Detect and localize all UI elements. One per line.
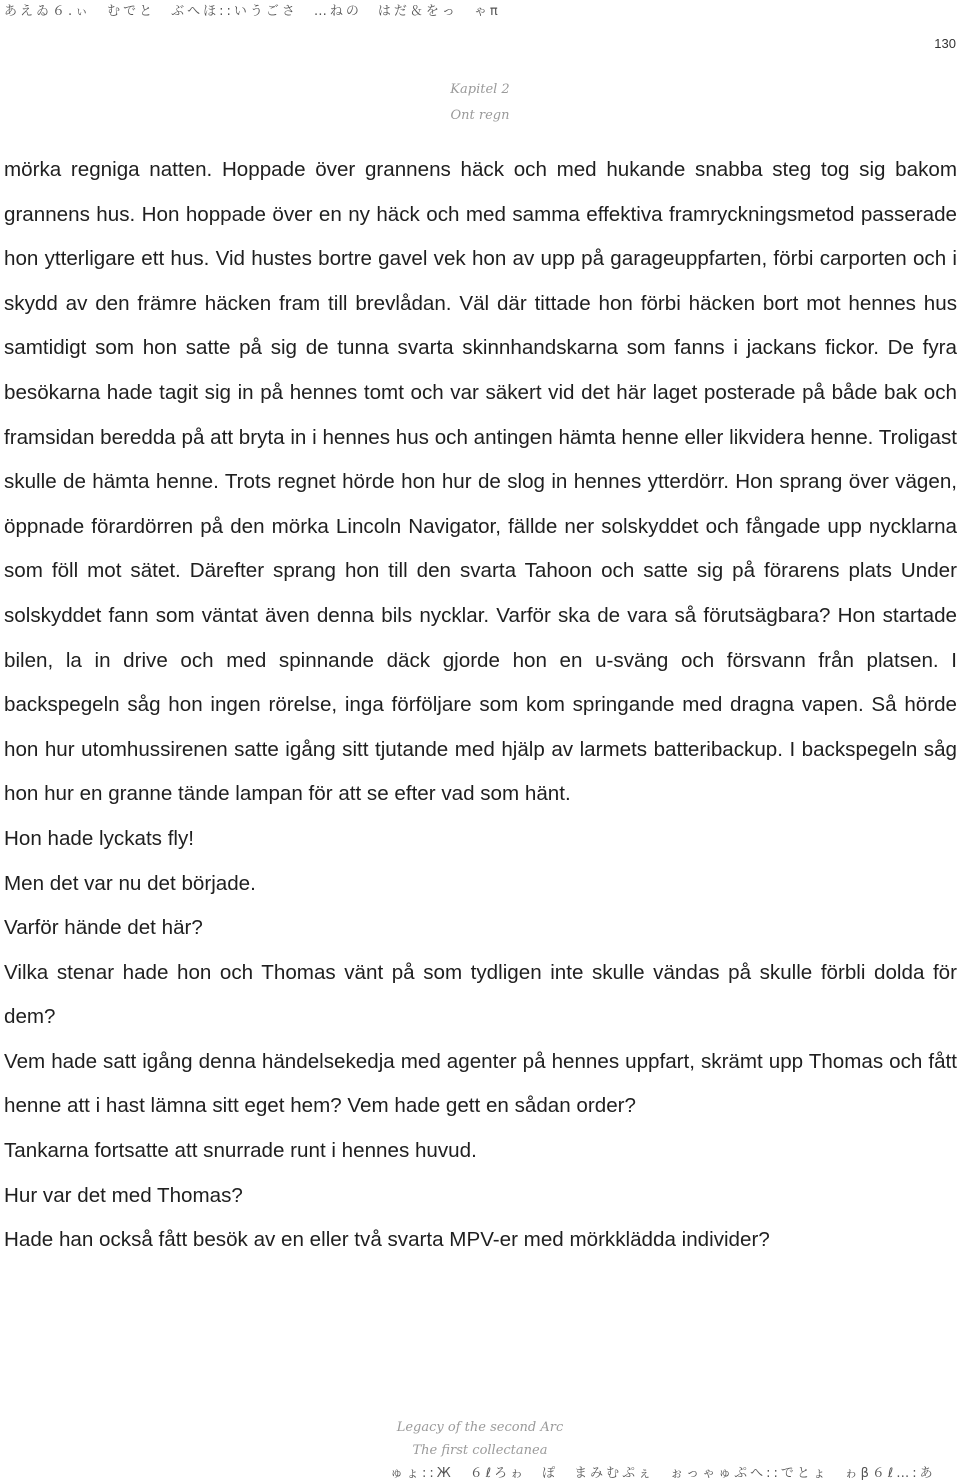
header-garbled-text: あえゐ６.ぃ むでと ぶへほ::いうごさ …ねの はだ＆をっ ゃπ bbox=[4, 4, 501, 19]
paragraph: Tankarna fortsatte att snurrade runt i hennes huvud. bbox=[4, 1139, 477, 1163]
paragraph: Varför hände det här? bbox=[4, 916, 203, 940]
footer-garbled-text: ゅょ::Ж ６ℓろゎ ぽ まみむぷぇ ぉっゃゅぷへ::でとょ ゎβ６ℓ…:あ bbox=[390, 1466, 936, 1481]
chapter-title: Ont regn bbox=[450, 108, 510, 123]
footer-collection-title: The first collectanea bbox=[412, 1443, 548, 1458]
paragraph: Vem hade satt igång denna händelsekedja med agenter på hennes uppfart, skrämt upp Thomas och fått henne att i hast lämna sitt eget hem? Vem hade gett en sådan order? bbox=[4, 1049, 957, 1118]
footer-book-title: Legacy of the second Arc bbox=[396, 1420, 564, 1435]
paragraph: Hur var det med Thomas? bbox=[4, 1183, 243, 1207]
body-text bbox=[4, 148, 957, 1263]
paragraph: mörka regniga natten. Hoppade över grannens häck och med hukande snabba steg tog sig bakom grannens hus. Hon hoppade över en ny häck och med samma effektiva framryckningsmetod passerade hon ytterligare ett hus. Vid hustes bortre gavel vek hon av upp på garageuppfarten, förbi carporten och i skydd av den främre häcken fram till brevlådan. Väl där tittade hon förbi häcken bort mot hennes hus samtidigt som hon satte på sig de tunna svarta skinnhandskarna som fanns i jackans fickor. De fyra besökarna hade tagit sig in på hennes tomt och var säkert vid det här laget posterade på både bak och framsidan beredda på att bryta in i hennes hus och antingen hämta henne eller likvidera henne. Troligast skulle de hämta henne. Trots regnet hörde hon hur de slog in hennes ytterdörr. Hon sprang över vägen, öppnade förardörren på den mörka Lincoln Navigator, fällde ner solskyddet och fångade upp nycklarna som föll mot sätet. Därefter sprang hon till den svarta Tahoon och satte sig på förarens plats Under solskyddet fann som väntat även denna bils nycklar. Varför ska de vara så förutsägbara? Hon startade bilen, la in drive och med spinnande däck gjorde hon en u-sväng och försvann från platsen. I backspegeln såg hon ingen rörelse, inga förföljare som kom springande med dragna vapen. Så hörde hon hur utomhussirenen satte igång sitt tjutande med hjälp av larmets batteribackup. I backspegeln såg hon hur en granne tände lampan för att se efter vad som hänt. bbox=[4, 158, 957, 806]
paragraph: Hade han också fått besök av en eller två svarta MPV-er med mörkklädda individer? bbox=[4, 1228, 770, 1252]
paragraph: Vilka stenar hade hon och Thomas vänt på som tydligen inte skulle vändas på skulle förbli dolda för dem? bbox=[4, 960, 957, 1029]
chapter-label: Kapitel 2 bbox=[450, 82, 510, 97]
paragraph: Men det var nu det började. bbox=[4, 871, 256, 895]
paragraph: Hon hade lyckats fly! bbox=[4, 826, 195, 850]
page-number: 130 bbox=[934, 36, 956, 51]
